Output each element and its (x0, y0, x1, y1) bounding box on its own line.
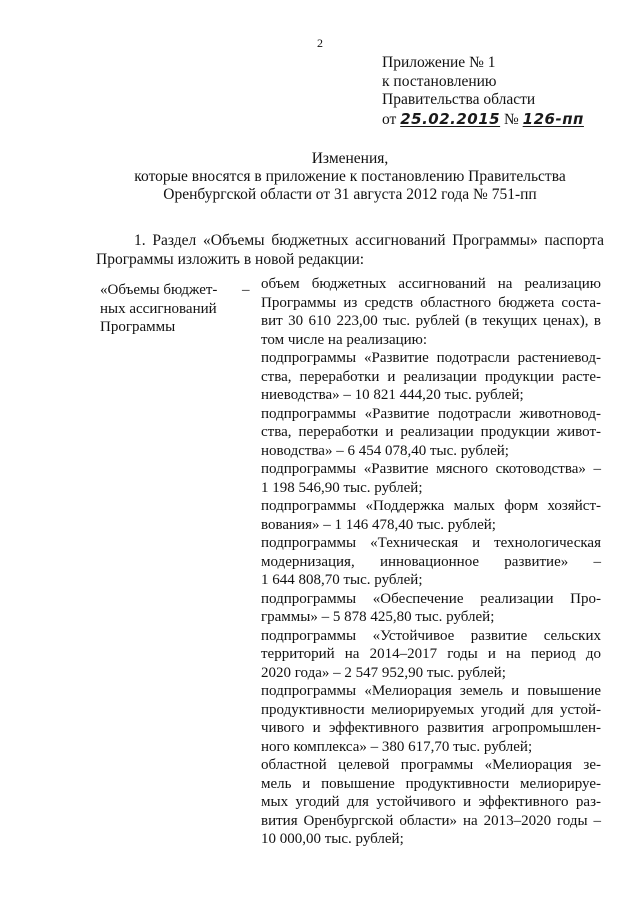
body-line: 1 644 808,70 тыс. рублей; (261, 572, 423, 588)
body-line: продуктивности мелиорируемых угодий для устой- (261, 701, 601, 718)
body-line: объем бюджетных ассигнований на реализацию (261, 276, 601, 292)
handwritten-date: 25.02.2015 (400, 109, 501, 128)
body-line: ного комплекса» – 380 617,70 тыс. рублей; (261, 738, 533, 755)
body-line: ниеводства» – 10 821 444,20 тыс. рублей; (261, 387, 524, 403)
body-line: 1 198 546,90 тыс. рублей; (261, 479, 423, 496)
body-line: областной целевой программы «Мелиорация зе- (261, 757, 601, 773)
body-line: подпрограммы «Развитие подотрасли животновод- (261, 405, 601, 422)
body-line: мель и повышение продуктивности мелиорируе- (261, 775, 601, 792)
body-line: вит 30 610 223,00 тыс. рублей (в текущих ценах), в (261, 313, 601, 329)
body-line: подпрограммы «Развитие мясного скотоводства» – (261, 461, 601, 477)
body-line: подпрограммы «Обеспечение реализации Про- (261, 590, 601, 607)
body-line: подпрограммы «Поддержка малых форм хозяйст- (261, 498, 601, 514)
body-line: подпрограммы «Мелиорация земель и повышение (261, 683, 601, 699)
body-line: подпрограммы «Устойчивое развитие сельских (261, 627, 601, 644)
section-dash: – (242, 282, 250, 298)
body-line: подпрограммы «Техническая и технологическая (261, 535, 601, 551)
appendix-reference: к постановлению (382, 72, 497, 90)
intro-line-2: Программы изложить в новой редакции: (96, 250, 365, 268)
body-line: том числе на реализацию: (261, 331, 428, 348)
body-line: 10 000,00 тыс. рублей; (261, 831, 404, 847)
body-line: вития Оренбургской области» на 2013–2020 годы – (261, 812, 601, 829)
body-line: ства, переработки и реализации продукции живот- (261, 424, 601, 440)
body-line: подпрограммы «Развитие подотрасли растениевод- (261, 350, 601, 366)
body-line: вования» – 1 146 478,40 тыс. рублей; (261, 516, 496, 533)
title-line-2: которые вносятся в приложение к постановлению Правительства (134, 168, 566, 185)
body-line: граммы» – 5 878 425,80 тыс. рублей; (261, 609, 495, 625)
title-line-1: Изменения, (311, 150, 389, 167)
appendix-header (382, 54, 584, 129)
appendix-date-line (382, 110, 584, 130)
appendix-authority: Правительства области (382, 91, 536, 108)
section-label (100, 281, 226, 337)
body-line: ства, переработки и реализации продукции расте- (261, 368, 601, 385)
number-prefix: № (503, 110, 519, 128)
body-line: чивого и эффективного развития агропромышлен- (261, 720, 601, 736)
body-line: Программы из средств областного бюджета соста- (261, 294, 601, 311)
title-line-3: Оренбургской области от 31 августа 2012 года № 751-пп (163, 186, 537, 203)
document-title (100, 150, 600, 204)
date-prefix: от (382, 110, 397, 128)
body-line: территорий на 2014–2017 годы и на период до (261, 646, 601, 662)
section-label-line-3: Программы (100, 319, 176, 335)
section-label-line-1: «Объемы бюджет- (100, 282, 218, 298)
body-line: мых угодий для устойчивого и эффективного раз- (261, 794, 601, 810)
section-body (261, 275, 601, 849)
section-label-line-2: ных ассигнований (100, 300, 217, 317)
body-line: модернизация, инновационное развитие» – (261, 553, 601, 570)
intro-paragraph (96, 232, 604, 269)
intro-line-1: 1. Раздел «Объемы бюджетных ассигнований Программы» паспорта (134, 232, 604, 249)
body-line: 2020 года» – 2 547 952,90 тыс. рублей; (261, 664, 506, 681)
page-number: 2 (317, 36, 323, 50)
body-line: новодства» – 6 454 078,40 тыс. рублей; (261, 442, 509, 459)
appendix-title: Приложение № 1 (382, 54, 496, 71)
handwritten-number: 126-пп (522, 109, 584, 128)
